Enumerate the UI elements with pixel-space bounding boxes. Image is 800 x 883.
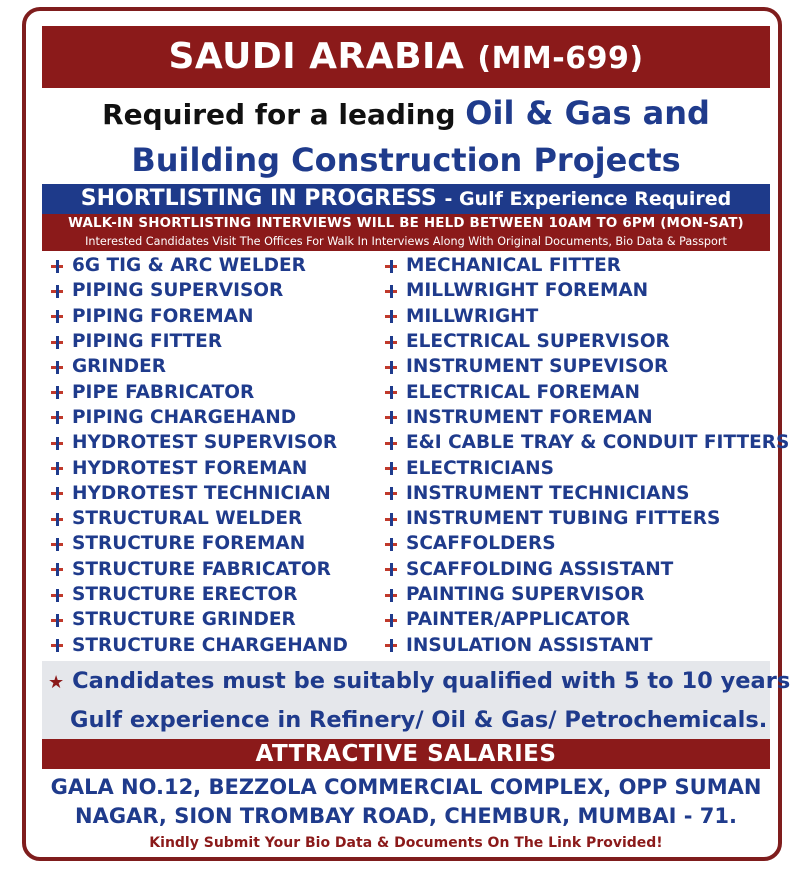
job-item bbox=[382, 607, 770, 632]
job-item bbox=[48, 632, 382, 657]
job-item bbox=[382, 253, 770, 278]
job-title: PIPING FITTER bbox=[72, 331, 223, 353]
job-title: INSULATION ASSISTANT bbox=[406, 634, 653, 656]
job-title: INSTRUMENT TUBING FITTERS bbox=[406, 508, 721, 530]
job-item bbox=[382, 405, 770, 430]
shortlisting-bar bbox=[42, 184, 770, 214]
plus-arrow-icon bbox=[48, 359, 72, 375]
job-title: ELECTRICIANS bbox=[406, 457, 554, 479]
job-title: PIPE FABRICATOR bbox=[72, 381, 255, 403]
walkin-line-2: Interested Candidates Visit The Offices For Walk In Interviews Along With Original Documents, Bio Data & Passport bbox=[85, 235, 727, 248]
qualification-line-1 bbox=[42, 661, 791, 703]
plus-arrow-icon bbox=[382, 435, 406, 451]
job-item bbox=[48, 531, 382, 556]
job-item bbox=[382, 582, 770, 607]
job-title: SCAFFOLDING ASSISTANT bbox=[406, 558, 674, 580]
country-title: SAUDI ARABIA bbox=[168, 36, 465, 77]
job-item bbox=[382, 278, 770, 303]
job-title: MILLWRIGHT FOREMAN bbox=[406, 280, 649, 302]
plus-arrow-icon bbox=[48, 409, 72, 425]
job-item bbox=[382, 430, 790, 455]
job-title: HYDROTEST TECHNICIAN bbox=[72, 482, 331, 504]
job-title: HYDROTEST FOREMAN bbox=[72, 457, 308, 479]
job-item bbox=[48, 506, 382, 531]
job-title: 6G TIG & ARC WELDER bbox=[72, 255, 306, 277]
plus-arrow-icon bbox=[48, 637, 72, 653]
job-item bbox=[48, 405, 382, 430]
job-title: ELECTRICAL FOREMAN bbox=[406, 381, 640, 403]
requirement-line-1 bbox=[42, 90, 770, 138]
qualification-text-1: Candidates must be suitably qualified with 5 to 10 years bbox=[72, 668, 791, 694]
requirement-prefix: Required for a leading bbox=[102, 98, 456, 131]
qualification-line-2: Gulf experience in Refinery/ Oil & Gas/ Petrochemicals. bbox=[70, 707, 768, 733]
job-item bbox=[48, 253, 382, 278]
job-item bbox=[382, 557, 770, 582]
plus-arrow-icon bbox=[48, 435, 72, 451]
job-item bbox=[382, 379, 770, 404]
plus-arrow-icon bbox=[48, 612, 72, 628]
plus-arrow-icon bbox=[382, 637, 406, 653]
job-title: GRINDER bbox=[72, 356, 167, 378]
star-icon: ★ bbox=[48, 672, 65, 693]
job-item bbox=[48, 304, 382, 329]
job-item bbox=[48, 430, 382, 455]
address-line-2: NAGAR, SION TROMBAY ROAD, CHEMBUR, MUMBAI - 71. bbox=[75, 804, 737, 828]
salary-bar: ATTRACTIVE SALARIES bbox=[42, 739, 770, 769]
job-item bbox=[48, 557, 382, 582]
plus-arrow-icon bbox=[48, 334, 72, 350]
job-item bbox=[382, 506, 770, 531]
job-item bbox=[48, 582, 382, 607]
requirement-heading bbox=[42, 90, 770, 184]
job-title: STRUCTURAL WELDER bbox=[72, 508, 303, 530]
job-item bbox=[382, 455, 770, 480]
plus-arrow-icon bbox=[382, 384, 406, 400]
job-item bbox=[48, 278, 382, 303]
shortlisting-main: SHORTLISTING IN PROGRESS bbox=[80, 186, 437, 211]
plus-arrow-icon bbox=[48, 485, 72, 501]
plus-arrow-icon bbox=[48, 308, 72, 324]
job-title: STRUCTURE ERECTOR bbox=[72, 584, 298, 605]
plus-arrow-icon bbox=[382, 258, 406, 274]
job-title: STRUCTURE FOREMAN bbox=[72, 533, 306, 555]
plus-arrow-icon bbox=[48, 561, 72, 577]
shortlisting-sub: - Gulf Experience Required bbox=[444, 188, 732, 210]
job-title: INSTRUMENT SUPEVISOR bbox=[406, 356, 669, 378]
job-item bbox=[382, 481, 770, 506]
job-item bbox=[48, 329, 382, 354]
job-title: PIPING FOREMAN bbox=[72, 305, 254, 327]
job-title: PAINTING SUPERVISOR bbox=[406, 584, 645, 605]
plus-arrow-icon bbox=[382, 485, 406, 501]
job-title: MECHANICAL FITTER bbox=[406, 255, 621, 277]
job-title: STRUCTURE GRINDER bbox=[72, 609, 296, 631]
address bbox=[42, 769, 770, 831]
plus-arrow-icon bbox=[382, 409, 406, 425]
job-title: E&I CABLE TRAY & CONDUIT FITTERS bbox=[406, 432, 790, 454]
job-title: HYDROTEST SUPERVISOR bbox=[72, 432, 338, 454]
plus-arrow-icon bbox=[382, 587, 406, 603]
title-bar bbox=[42, 26, 770, 88]
job-title: INSTRUMENT FOREMAN bbox=[406, 406, 653, 428]
submit-note: Kindly Submit Your Bio Data & Documents On The Link Provided! bbox=[149, 835, 663, 851]
job-title: MILLWRIGHT bbox=[406, 305, 539, 327]
job-title: INSTRUMENT TECHNICIANS bbox=[406, 482, 690, 504]
job-item bbox=[48, 354, 382, 379]
job-item bbox=[48, 455, 382, 480]
requirement-line-2: Building Construction Projects bbox=[131, 141, 681, 179]
plus-arrow-icon bbox=[48, 283, 72, 299]
job-title: STRUCTURE CHARGEHAND bbox=[72, 634, 348, 656]
plus-arrow-icon bbox=[382, 283, 406, 299]
job-column-right bbox=[382, 253, 790, 661]
plus-arrow-icon bbox=[48, 511, 72, 527]
walkin-line-1: WALK-IN SHORTLISTING INTERVIEWS WILL BE HELD BETWEEN 10AM TO 6PM (MON-SAT) bbox=[68, 216, 744, 231]
job-title: PIPING CHARGEHAND bbox=[72, 406, 297, 428]
plus-arrow-icon bbox=[382, 334, 406, 350]
plus-arrow-icon bbox=[382, 511, 406, 527]
job-list bbox=[42, 251, 790, 661]
job-code: (MM-699) bbox=[477, 41, 644, 76]
plus-arrow-icon bbox=[382, 561, 406, 577]
plus-arrow-icon bbox=[382, 612, 406, 628]
job-title: STRUCTURE FABRICATOR bbox=[72, 558, 331, 580]
job-item bbox=[48, 481, 382, 506]
plus-arrow-icon bbox=[382, 308, 406, 324]
job-item bbox=[382, 329, 770, 354]
job-item bbox=[382, 531, 770, 556]
job-item bbox=[382, 632, 770, 657]
plus-arrow-icon bbox=[48, 460, 72, 476]
plus-arrow-icon bbox=[382, 536, 406, 552]
poster-content bbox=[42, 26, 791, 855]
plus-arrow-icon bbox=[48, 536, 72, 552]
job-item bbox=[48, 379, 382, 404]
plus-arrow-icon bbox=[48, 587, 72, 603]
job-column-left bbox=[42, 253, 382, 661]
plus-arrow-icon bbox=[382, 460, 406, 476]
plus-arrow-icon bbox=[382, 359, 406, 375]
plus-arrow-icon bbox=[48, 384, 72, 400]
job-item bbox=[382, 304, 770, 329]
job-title: ELECTRICAL SUPERVISOR bbox=[406, 331, 670, 353]
job-title: SCAFFOLDERS bbox=[406, 533, 556, 555]
job-title: PAINTER/APPLICATOR bbox=[406, 609, 630, 631]
walkin-bar bbox=[42, 214, 770, 251]
job-title: PIPING SUPERVISOR bbox=[72, 280, 284, 302]
plus-arrow-icon bbox=[48, 258, 72, 274]
qualification-box bbox=[42, 661, 791, 739]
address-line-1: GALA NO.12, BEZZOLA COMMERCIAL COMPLEX, OPP SUMAN bbox=[50, 775, 762, 799]
job-item bbox=[48, 607, 382, 632]
job-item bbox=[382, 354, 770, 379]
requirement-highlight: Oil & Gas and bbox=[465, 94, 710, 132]
